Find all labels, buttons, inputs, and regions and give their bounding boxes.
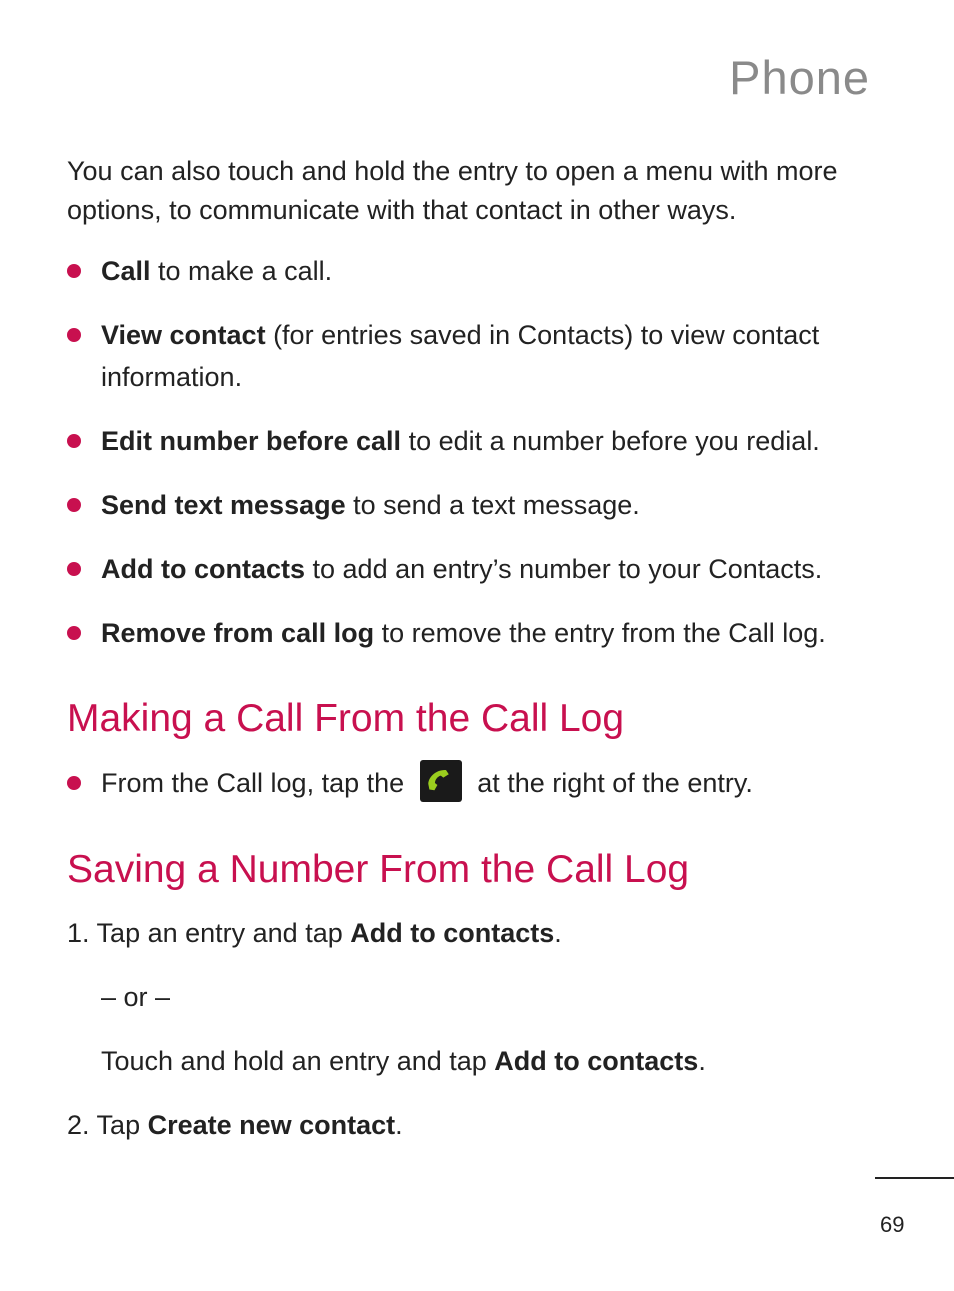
step-text-after: at the right of the entry. xyxy=(477,768,753,798)
step-number: 1. xyxy=(67,918,90,948)
bullet-dot xyxy=(67,562,81,576)
phone-call-icon xyxy=(420,760,462,802)
step-2 xyxy=(67,1106,403,1145)
footer-rule xyxy=(875,1177,954,1179)
list-item xyxy=(101,762,881,806)
option-term: View contact xyxy=(101,320,266,350)
list-item xyxy=(101,314,881,398)
section-title: Phone xyxy=(729,51,870,104)
step-end: . xyxy=(395,1110,403,1140)
option-term: Edit number before call xyxy=(101,426,402,456)
option-desc: to remove the entry from the Call log. xyxy=(374,618,826,648)
alt-step xyxy=(101,1042,706,1081)
step-bold: Create new contact xyxy=(147,1110,396,1140)
step-text-before: From the Call log, tap the xyxy=(101,768,405,798)
list-item xyxy=(101,548,881,590)
option-desc: to make a call. xyxy=(150,256,333,286)
bullet-dot xyxy=(67,498,81,512)
option-desc: (for entries saved in Contacts) to view contact information. xyxy=(101,320,820,392)
step-number: 2. xyxy=(67,1110,90,1140)
option-desc: to add an entry’s number to your Contacts. xyxy=(305,554,823,584)
intro-paragraph: You can also touch and hold the entry to open a menu with more options, to communicate with that contact in other ways. xyxy=(67,156,838,225)
page-number: 69 xyxy=(880,1212,905,1237)
option-term: Add to contacts xyxy=(101,554,306,584)
step-text: Tap an entry and tap xyxy=(96,918,351,948)
option-term: Call xyxy=(101,256,151,286)
saving-number-heading: Saving a Number From the Call Log xyxy=(67,848,690,891)
option-desc: to send a text message. xyxy=(345,490,640,520)
step-text: Touch and hold an entry and tap xyxy=(101,1046,495,1076)
bullet-dot xyxy=(67,264,81,278)
step-end: . xyxy=(554,918,562,948)
option-term: Send text message xyxy=(101,490,346,520)
step-text: Tap xyxy=(96,1110,148,1140)
option-term: Remove from call log xyxy=(101,618,375,648)
list-item xyxy=(101,250,881,292)
bullet-dot xyxy=(67,328,81,342)
list-item xyxy=(101,420,881,462)
option-desc: to edit a number before you redial. xyxy=(401,426,820,456)
list-item xyxy=(101,484,881,526)
bullet-dot xyxy=(67,776,81,790)
bullet-dot xyxy=(67,626,81,640)
list-item xyxy=(101,612,881,654)
bullet-dot xyxy=(67,434,81,448)
step-end: . xyxy=(698,1046,706,1076)
step-bold: Add to contacts xyxy=(350,918,555,948)
step-bold: Add to contacts xyxy=(494,1046,699,1076)
making-call-heading: Making a Call From the Call Log xyxy=(67,697,625,740)
or-separator: – or – xyxy=(101,982,171,1012)
step-1 xyxy=(67,914,562,953)
